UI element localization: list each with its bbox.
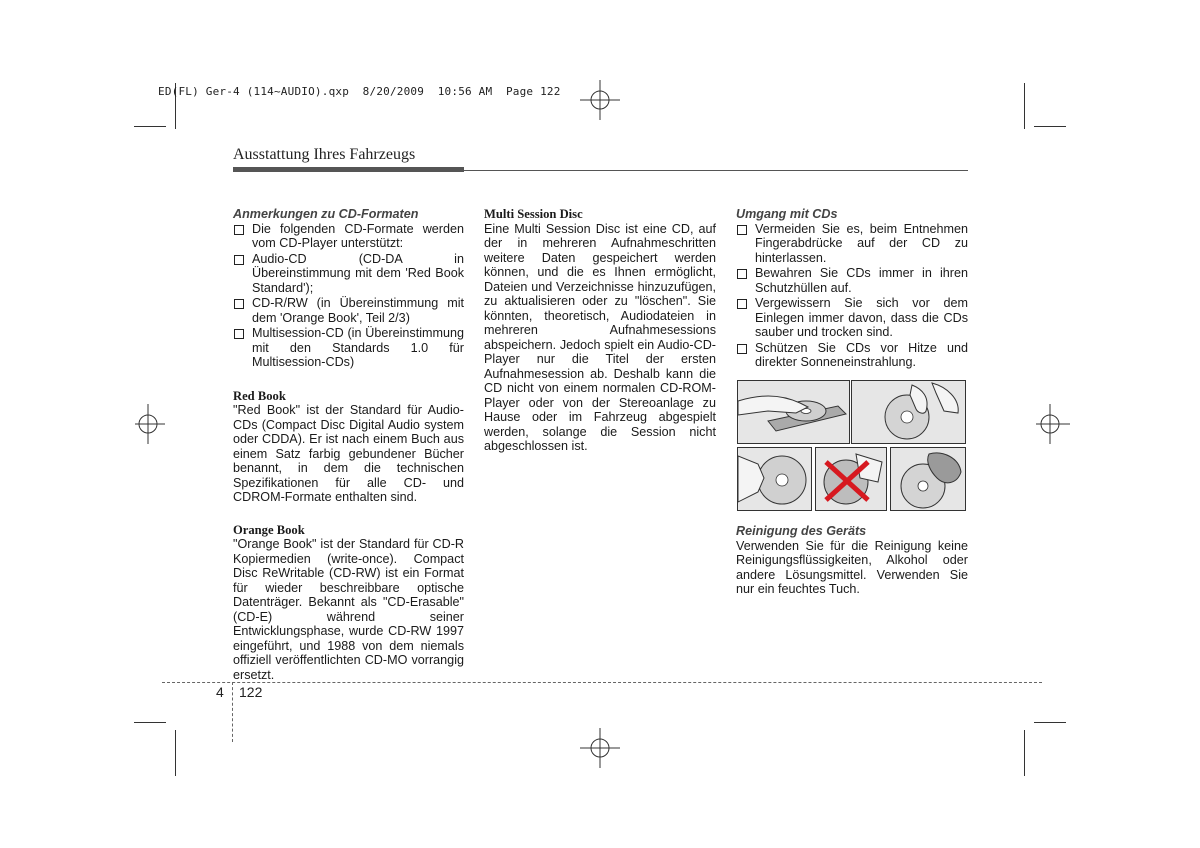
registration-mark-top xyxy=(580,80,620,120)
registration-mark-left xyxy=(135,404,175,444)
column-middle xyxy=(484,207,716,454)
list-item: Multisession-CD (in Übereinstimmung mit den Standards 1.0 für Multisession-CDs) xyxy=(233,326,464,370)
multi-session-paragraph: Eine Multi Session Disc ist eine CD, auf der in mehreren Aufnahmeschritten weitere Daten gespeichert werden können, und die es Ihnen ermöglicht, Dateien und Verzeichnisse hinzuzufügen, zu aktualisieren oder zu "löschen". Sie könnten, theoretisch, Audiodateien in mehreren Aufnahmesessions abspeichern. Jedoch spielt ein Audio-CD-Player nur die Titel der ersten Aufnahmesession ab. Deshalb kann die CD nicht von einem normalen CD-ROM-Player oder von der Stereoanlage zu Hause oder im Fahrzeug abgespielt werden, solange die Session nicht abgeschlossen ist. xyxy=(484,221,716,453)
list-item: Die folgenden CD-Formate werden vom CD-Player unterstützt: xyxy=(233,222,464,251)
orange-book-heading: Orange Book xyxy=(233,522,305,537)
crop-mark xyxy=(134,722,166,723)
cd-hold-hand-icon xyxy=(738,448,811,510)
cd-formats-heading: Anmerkungen zu CD-Formaten xyxy=(233,207,419,221)
chapter-rule-thin xyxy=(464,170,968,171)
chapter-title: Ausstattung Ihres Fahrzeugs xyxy=(233,146,416,163)
prohibited-icon xyxy=(816,448,886,510)
illustration-cd-wipe xyxy=(890,447,966,511)
red-book-heading: Red Book xyxy=(233,388,286,403)
cd-clean-cloth-icon xyxy=(891,448,965,510)
checkbox-bullet-icon xyxy=(234,225,244,235)
crop-mark xyxy=(1024,83,1025,129)
illustration-cd-insert xyxy=(737,380,850,444)
print-slug-line: ED(FL) Ger-4 (114~AUDIO).qxp 8/20/2009 10:56 AM Page 122 xyxy=(158,85,561,98)
multi-session-heading: Multi Session Disc xyxy=(484,207,583,221)
list-item: Bewahren Sie CDs immer in ihren Schutzhüllen auf. xyxy=(736,266,968,295)
checkbox-bullet-icon xyxy=(234,255,244,265)
checkbox-bullet-icon xyxy=(737,225,747,235)
crop-mark xyxy=(1034,722,1066,723)
illustration-cd-prohibited xyxy=(815,447,887,511)
list-item: Vergewissern Sie sich vor dem Einlegen immer davon, dass die CDs sauber und trocken sind. xyxy=(736,296,968,340)
checkbox-bullet-icon xyxy=(234,299,244,309)
cd-hold-edge-icon xyxy=(852,381,965,443)
orange-book-paragraph: "Orange Book" ist der Standard für CD-R Kopiermedien (write-once). Compact Disc ReWritable (CD-RW) ist ein Format für wieder beschreibbare optische Datenträger. Bekannt als "CD-Erasable" (CD-E) während seiner Entwicklungsphase, wurde CD-RW 1997 eingeführt, und 1988 von dem niemals offiziell veröffentlichten CD-MO vorrangig ersetzt. xyxy=(233,537,464,682)
page-number: 122 xyxy=(239,684,263,700)
checkbox-bullet-icon xyxy=(737,299,747,309)
checkbox-bullet-icon xyxy=(234,329,244,339)
chapter-number: 4 xyxy=(216,684,224,700)
cleaning-paragraph: Verwenden Sie für die Reinigung keine Reinigungsflüssigkeiten, Alkohol oder andere Lösungsmittel. Verwenden Sie nur ein feuchtes Tuch. xyxy=(736,538,968,596)
checkbox-bullet-icon xyxy=(737,344,747,354)
list-item: CD-R/RW (in Übereinstimmung mit dem 'Orange Book', Teil 2/3) xyxy=(233,296,464,325)
illustration-cd-fingers xyxy=(851,380,966,444)
cleaning-heading: Reinigung des Geräts xyxy=(736,524,867,538)
column-left xyxy=(233,207,464,682)
column-right xyxy=(736,207,968,371)
list-item: Vermeiden Sie es, beim Entnehmen Fingerabdrücke auf der CD zu hinterlassen. xyxy=(736,222,968,266)
registration-mark-right xyxy=(1030,404,1070,444)
crop-mark xyxy=(1034,126,1066,127)
footer-dashed-rule xyxy=(162,682,1042,683)
cd-hand-insert-icon xyxy=(738,381,849,443)
list-item: Audio-CD (CD-DA in Übereinstimmung mit dem 'Red Book Standard'); xyxy=(233,252,464,296)
red-book-paragraph: "Red Book" ist der Standard für Audio-CDs (Compact Disc Digital Audio system oder CDDA). Er ist nach einem Buch aus einem Satz farbig gebundener Bücher benannt, in dem die technischen Spezifikationen für alle CD- und CDROM-Formate enthalten sind. xyxy=(233,403,464,504)
checkbox-bullet-icon xyxy=(737,269,747,279)
cd-handling-heading: Umgang mit CDs xyxy=(736,207,838,221)
crop-mark xyxy=(175,730,176,776)
registration-mark-bottom xyxy=(580,728,620,768)
footer-dashed-divider xyxy=(232,682,233,742)
list-item: Schützen Sie CDs vor Hitze und direkter Sonneneinstrahlung. xyxy=(736,341,968,370)
chapter-rule-thick xyxy=(233,167,464,172)
crop-mark xyxy=(134,126,166,127)
crop-mark xyxy=(1024,730,1025,776)
illustration-cd-hold xyxy=(737,447,812,511)
cleaning-section xyxy=(736,524,968,597)
